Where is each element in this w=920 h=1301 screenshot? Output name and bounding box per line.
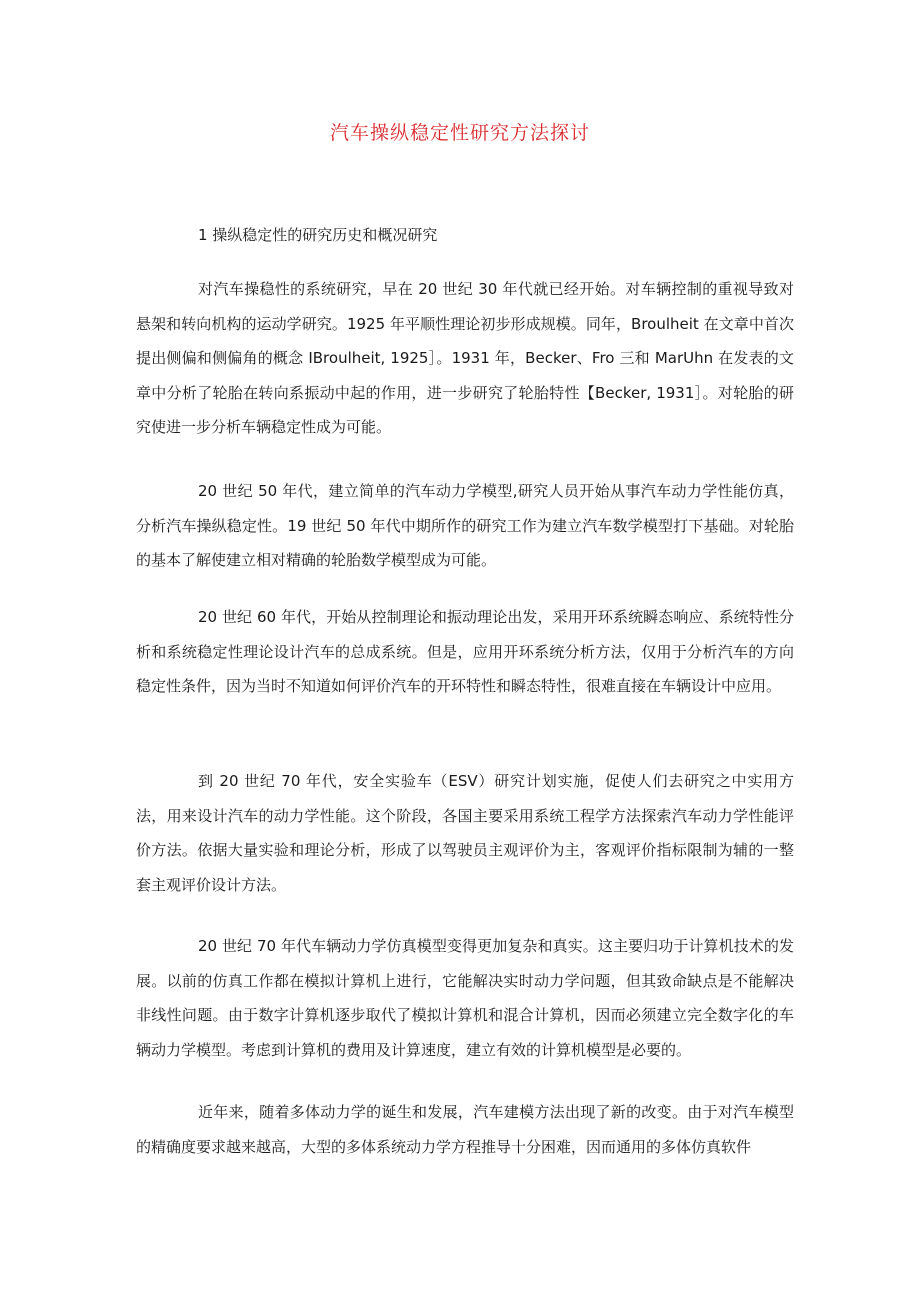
document-title: 汽车操纵稳定性研究方法探讨 [329,122,590,144]
paragraph: 20 世纪 50 年代，建立简单的汽车动力学模型,研究人员开始从事汽车动力学性能仿真，分析汽车操纵稳定性。19 世纪 50 年代中期所作的研究工作为建立汽车数学模型打下基础。对轮胎的基本了解使建立相对精确的轮胎数学模型成为可能。 [136,482,794,570]
paragraph: 到 20 世纪 70 年代，安全实验车（ESV）研究计划实施，促使人们去研究之中实用方法，用来设计汽车的动力学性能。这个阶段，各国主要采用系统工程学方法探索汽车动力学性能评价方法。依据大量实验和理论分析，形成了以驾驶员主观评价为主，客观评价指标限制为辅的一整套主观评价设计方法。 [136,772,794,894]
paragraph: 20 世纪 70 年代车辆动力学仿真模型变得更加复杂和真实。这主要归功于计算机技术的发展。以前的仿真工作都在模拟计算机上进行，它能解决实时动力学问题，但其致命缺点是不能解决非线性问题。由于数字计算机逐步取代了模拟计算机和混合计算机，因而必须建立完全数字化的车辆动力学模型。考虑到计算机的费用及计算速度，建立有效的计算机模型是必要的。 [136,937,794,1059]
paragraph: 近年来，随着多体动力学的诞生和发展，汽车建模方法出现了新的改变。由于对汽车模型的精确度要求越来越高，大型的多体系统动力学方程推导十分困难，因而通用的多体仿真软件 [136,1103,794,1156]
section-heading: 1 操纵稳定性的研究历史和概况研究 [198,226,438,244]
paragraph: 20 世纪 60 年代，开始从控制理论和振动理论出发，采用开环系统瞬态响应、系统特性分析和系统稳定性理论设计汽车的总成系统。但是，应用开环系统分析方法，仅用于分析汽车的方向稳定性条件，因为当时不知道如何评价汽车的开环特性和瞬态特性，很难直接在车辆设计中应用。 [136,608,794,696]
paragraph: 对汽车操稳性的系统研究，早在 20 世纪 30 年代就已经开始。对车辆控制的重视导致对悬架和转向机构的运动学研究。1925 年平顺性理论初步形成规模。同年，Broulheit 在文章中首次提出侧偏和侧偏角的概念 IBroulheit, 1925］。1931 年，Becker、Fro 三和 MarUhn 在发表的文章中分析了轮胎在转向系振动中起的作用，进一步研究了轮胎特性【Becker, 1931］。对轮胎的研究使进一步分析车辆稳定性成为可能。 [136,280,794,437]
